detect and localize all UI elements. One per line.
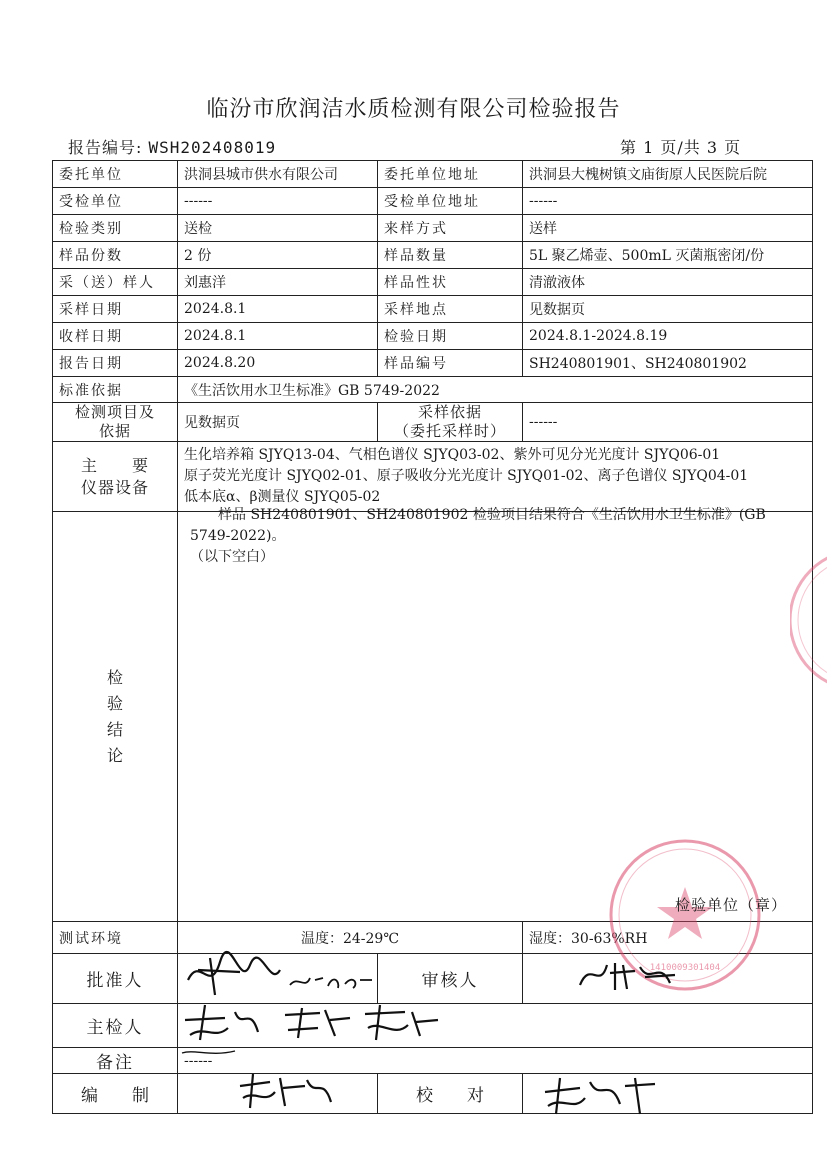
client-address-value: 洪洞县大槐树镇文庙街原人民医院后院 <box>523 161 813 188</box>
category-value: 送检 <box>178 215 378 242</box>
compiler-signature-icon <box>235 1068 335 1116</box>
conclusion-text: 样品 SH240801901、SH240801902 检验项目结果符合《生活饮用水卫生标准》(GB 5749-2022)。 <box>190 507 766 544</box>
report-title: 临汾市欣润洁水质检测有限公司检验报告 <box>206 97 621 122</box>
sample-number-label: 样品编号 <box>378 350 523 377</box>
conclusion-char: 检 <box>106 667 123 687</box>
sampler-label: 采（送）样人 <box>53 269 178 296</box>
items-label-line1: 检测项目及 <box>74 403 155 421</box>
standard-label: 标准依据 <box>53 377 178 403</box>
standard-value: 《生活饮用水卫生标准》GB 5749-2022 <box>178 377 813 403</box>
receive-date-value: 2024.8.1 <box>178 323 378 350</box>
approver-signature-icon <box>180 950 390 1000</box>
sampling-basis-value: ------ <box>523 403 813 442</box>
sample-method-value: 送样 <box>523 215 813 242</box>
client-label: 委托单位 <box>53 161 178 188</box>
equipment-label-line2: 仪器设备 <box>80 477 149 497</box>
report-number-value: WSH202408019 <box>148 138 277 157</box>
sample-site-label: 采样地点 <box>378 296 523 323</box>
edge-seal-icon <box>790 540 827 700</box>
seal-unit-label: 检验单位（章） <box>675 896 788 914</box>
sampling-basis-label-line1: 采样依据 <box>417 403 482 421</box>
equipment-label-line1: 主 要 <box>80 455 149 475</box>
sample-quantity-value: 5L 聚乙烯壶、500mL 灭菌瓶密闭/份 <box>523 242 813 269</box>
equipment-line: 原子荧光光度计 SJYQ02-01、原子吸收分光光度计 SJYQ01-02、离子色谱仪 SJYQ04-01 <box>184 468 749 484</box>
page-info: 第 1 页/共 3 页 <box>620 138 742 157</box>
main-inspector-signatures-icon <box>180 1000 450 1044</box>
proofreader-label: 校 对 <box>378 1074 523 1114</box>
humidity-value: 湿度：30-63%RH <box>523 922 813 954</box>
remark-value: ------ <box>178 1048 813 1074</box>
items-value: 见数据页 <box>178 403 378 442</box>
test-date-value: 2024.8.1-2024.8.19 <box>523 323 813 350</box>
conclusion-label <box>53 512 178 922</box>
sample-copies-value: 2 份 <box>178 242 378 269</box>
sampling-basis-label <box>378 403 523 442</box>
report-number <box>68 135 276 158</box>
sample-state-label: 样品性状 <box>378 269 523 296</box>
report-date-value: 2024.8.20 <box>178 350 378 377</box>
sample-site-value: 见数据页 <box>523 296 813 323</box>
equipment-label <box>53 442 178 512</box>
sample-state-value: 清澈液体 <box>523 269 813 296</box>
sample-number-value: SH240801901、SH240801902 <box>523 350 813 377</box>
equipment-line: 生化培养箱 SJYQ13-04、气相色谱仪 SJYQ03-02、紫外可见分光光度计 SJYQ06-01 <box>184 447 721 463</box>
equipment-line: 低本底α、β测量仪 SJYQ05-02 <box>184 489 381 505</box>
environment-label: 测试环境 <box>53 922 178 954</box>
reviewer-label: 审核人 <box>378 954 523 1004</box>
conclusion-char: 结 <box>106 719 123 739</box>
sampler-value: 刘惠洋 <box>178 269 378 296</box>
inspected-address-value: ------ <box>523 188 813 215</box>
client-address-label: 委托单位地址 <box>378 161 523 188</box>
sampling-basis-label-line2: （委托采样时） <box>393 422 506 440</box>
client-value: 洪洞县城市供水有限公司 <box>178 161 378 188</box>
category-label: 检验类别 <box>53 215 178 242</box>
approver-label: 批准人 <box>53 954 178 1004</box>
equipment-list <box>178 442 813 512</box>
svg-text:1410009301404: 1410009301404 <box>649 963 721 973</box>
conclusion-text-block <box>190 505 800 568</box>
items-label-line2: 依据 <box>98 422 131 440</box>
inspected-address-label: 受检单位地址 <box>378 188 523 215</box>
compiler-label: 编 制 <box>53 1074 178 1114</box>
sample-method-label: 来样方式 <box>378 215 523 242</box>
temperature-value: 温度：24-29℃ <box>178 922 523 954</box>
blank-note: （以下空白） <box>190 549 274 565</box>
main-inspector-label: 主检人 <box>53 1004 178 1048</box>
sample-date-label: 采样日期 <box>53 296 178 323</box>
sample-copies-label: 样品份数 <box>53 242 178 269</box>
remark-scribble-icon <box>180 1045 240 1059</box>
remark-label: 备注 <box>53 1048 178 1074</box>
proofreader-signature-icon <box>540 1072 660 1118</box>
conclusion-char: 论 <box>106 745 123 765</box>
report-date-label: 报告日期 <box>53 350 178 377</box>
receive-date-label: 收样日期 <box>53 323 178 350</box>
sample-quantity-label: 样品数量 <box>378 242 523 269</box>
inspected-unit-label: 受检单位 <box>53 188 178 215</box>
reviewer-signature-icon <box>575 955 685 995</box>
sample-date-value: 2024.8.1 <box>178 296 378 323</box>
report-number-label: 报告编号: <box>68 138 143 157</box>
items-label <box>53 403 178 442</box>
test-date-label: 检验日期 <box>378 323 523 350</box>
inspected-unit-value: ------ <box>178 188 378 215</box>
conclusion-char: 验 <box>106 693 123 713</box>
